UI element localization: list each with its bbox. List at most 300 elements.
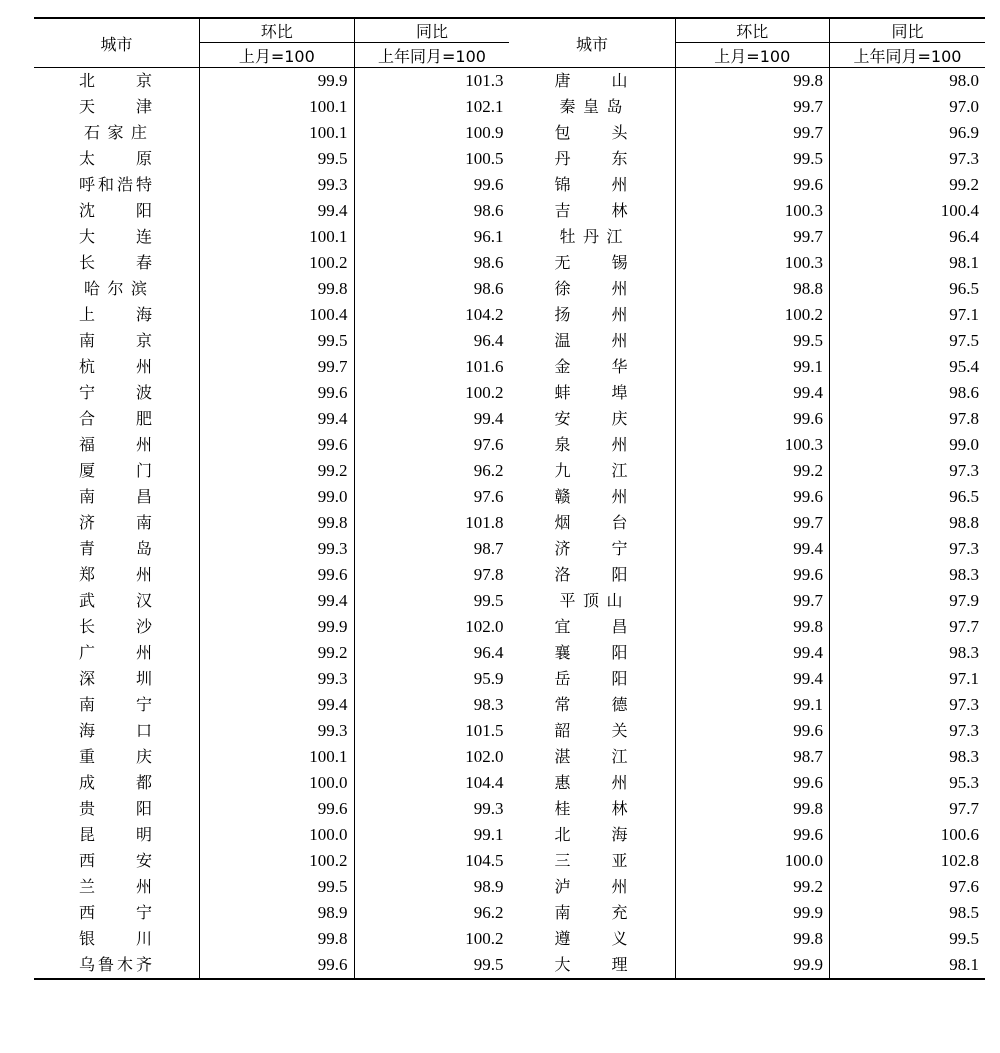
city-name-cell xyxy=(34,224,200,250)
city-name xyxy=(79,276,152,302)
mom-value-cell: 99.4 xyxy=(200,198,354,224)
table-row xyxy=(34,926,985,952)
city-name-char: 成 xyxy=(79,773,96,792)
city-name-char: 门 xyxy=(136,461,153,480)
city-name-char: 庆 xyxy=(136,747,153,766)
city-name-cell xyxy=(34,900,200,926)
city-name-cell xyxy=(34,796,200,822)
yoy-value-cell: 97.7 xyxy=(949,799,979,818)
yoy-value-cell: 104.2 xyxy=(465,305,504,324)
yoy-value-cell: 96.4 xyxy=(473,331,504,350)
city-name-cell xyxy=(34,276,200,302)
city-name-char: 桂 xyxy=(554,799,571,818)
yoy-value-cell: 96.4 xyxy=(473,643,504,662)
city-name xyxy=(79,198,152,224)
mom-value-cell: 99.6 xyxy=(675,172,829,198)
city-name xyxy=(554,692,627,718)
city-name-char: 木 xyxy=(117,955,134,974)
city-name-char: 锦 xyxy=(554,175,571,194)
city-name-char: 州 xyxy=(136,877,153,896)
city-name-cell xyxy=(34,692,200,718)
yoy-value-cell: 99.2 xyxy=(949,175,979,194)
mom-value-cell: 100.2 xyxy=(200,250,354,276)
city-name-cell xyxy=(509,302,675,328)
city-name-char: 长 xyxy=(79,253,96,272)
city-name-char: 宁 xyxy=(136,903,153,922)
yoy-value-cell: 102.1 xyxy=(465,97,504,116)
mom-value-cell: 99.6 xyxy=(675,562,829,588)
yoy-value-cell: 98.6 xyxy=(473,279,504,298)
city-name-char: 庄 xyxy=(131,123,148,142)
mom-value-cell: 99.7 xyxy=(675,510,829,536)
city-name-char: 庆 xyxy=(611,409,628,428)
yoy-value-cell: 100.2 xyxy=(465,383,504,402)
city-name-char: 浩 xyxy=(117,175,134,194)
mom-base-header: 上月=100 xyxy=(200,43,354,68)
table-row xyxy=(34,510,985,536)
city-name-char: 锡 xyxy=(611,253,628,272)
mom-value-cell: 100.1 xyxy=(200,94,354,120)
city-name-char: 秦 xyxy=(559,97,576,116)
city-name-char: 青 xyxy=(79,539,96,558)
city-name-char: 平 xyxy=(559,591,576,610)
mom-value-cell: 99.5 xyxy=(675,146,829,172)
city-name-char: 和 xyxy=(98,175,115,194)
city-name xyxy=(79,250,152,276)
city-name xyxy=(79,874,152,900)
city-name xyxy=(554,536,627,562)
city-name-cell xyxy=(34,536,200,562)
table-row xyxy=(34,458,985,484)
city-name-char: 德 xyxy=(611,695,628,714)
mom-value-cell: 100.3 xyxy=(675,432,829,458)
city-name-cell xyxy=(509,640,675,666)
yoy-value-cell: 98.1 xyxy=(949,253,979,272)
city-name-char: 泸 xyxy=(554,877,571,896)
yoy-value-cell: 100.9 xyxy=(465,123,504,142)
city-name-char: 西 xyxy=(79,851,96,870)
table-row xyxy=(34,276,985,302)
yoy-value-cell: 102.0 xyxy=(465,617,504,636)
mom-value-cell: 99.6 xyxy=(675,406,829,432)
table-row xyxy=(34,588,985,614)
city-name-char: 遵 xyxy=(554,929,571,948)
mom-value-cell: 100.0 xyxy=(200,770,354,796)
city-name-cell xyxy=(34,874,200,900)
city-name-char: 郑 xyxy=(79,565,96,584)
city-name-char: 湛 xyxy=(554,747,571,766)
city-name xyxy=(554,146,627,172)
table-row xyxy=(34,692,985,718)
city-name-char: 上 xyxy=(79,305,96,324)
mom-value-cell: 99.7 xyxy=(200,354,354,380)
city-name-cell xyxy=(34,172,200,198)
city-name-cell xyxy=(509,484,675,510)
table-header xyxy=(34,18,985,68)
mom-value-cell: 99.6 xyxy=(675,484,829,510)
city-name-char: 江 xyxy=(606,227,623,246)
city-name-cell xyxy=(34,562,200,588)
city-name-cell xyxy=(34,718,200,744)
city-name-char: 州 xyxy=(611,877,628,896)
yoy-value-cell: 96.1 xyxy=(473,227,504,246)
city-name-char: 山 xyxy=(611,71,628,90)
city-name xyxy=(554,68,627,94)
mom-value-cell: 99.4 xyxy=(200,692,354,718)
city-name-char: 波 xyxy=(136,383,153,402)
city-name-cell xyxy=(34,406,200,432)
city-name xyxy=(79,822,152,848)
city-name-char: 尔 xyxy=(107,279,124,298)
table-row xyxy=(34,614,985,640)
city-name-char: 关 xyxy=(611,721,628,740)
city-name xyxy=(554,120,627,146)
city-name-char: 深 xyxy=(79,669,96,688)
city-name-char: 乌 xyxy=(79,955,96,974)
city-name xyxy=(79,536,152,562)
yoy-value-cell: 99.5 xyxy=(354,952,509,979)
mom-value-cell: 99.4 xyxy=(200,406,354,432)
city-name xyxy=(79,172,152,198)
city-name-cell xyxy=(509,68,675,95)
city-name xyxy=(554,172,627,198)
yoy-value-cell: 104.4 xyxy=(465,773,504,792)
mom-value-cell: 100.0 xyxy=(200,822,354,848)
city-name-char: 安 xyxy=(136,851,153,870)
table-row xyxy=(34,68,985,95)
yoy-value-cell: 96.5 xyxy=(949,279,979,298)
city-name xyxy=(79,640,152,666)
mom-value-cell: 99.2 xyxy=(200,458,354,484)
city-name-cell xyxy=(509,328,675,354)
yoy-value-cell: 97.3 xyxy=(949,149,979,168)
mom-value-cell: 99.2 xyxy=(675,874,829,900)
yoy-value-cell: 99.4 xyxy=(473,409,504,428)
yoy-value-cell: 97.9 xyxy=(949,591,979,610)
mom-column-header: 环比 xyxy=(200,18,354,43)
city-name xyxy=(79,796,152,822)
city-name-cell xyxy=(509,198,675,224)
city-name xyxy=(554,718,627,744)
city-name-char: 充 xyxy=(611,903,628,922)
yoy-value-cell: 99.5 xyxy=(949,929,979,948)
city-name-cell xyxy=(34,640,200,666)
table-row xyxy=(34,796,985,822)
city-name xyxy=(554,666,627,692)
mom-value-cell: 99.6 xyxy=(675,822,829,848)
city-name xyxy=(79,900,152,926)
city-name xyxy=(79,744,152,770)
city-name-char: 宜 xyxy=(554,617,571,636)
city-name xyxy=(554,250,627,276)
city-name-cell xyxy=(509,510,675,536)
city-name-char: 温 xyxy=(554,331,571,350)
mom-value-cell: 99.6 xyxy=(200,796,354,822)
yoy-value-cell: 99.6 xyxy=(473,175,504,194)
city-name-char: 岳 xyxy=(554,669,571,688)
mom-value-cell: 99.9 xyxy=(675,900,829,926)
city-name-char: 南 xyxy=(79,487,96,506)
yoy-value-cell: 100.5 xyxy=(465,149,504,168)
city-name-cell xyxy=(34,198,200,224)
table-row xyxy=(34,94,985,120)
city-name-cell xyxy=(509,146,675,172)
mom-value-cell: 100.0 xyxy=(675,848,829,874)
city-name-cell xyxy=(509,354,675,380)
city-name xyxy=(79,94,152,120)
yoy-value-cell: 100.2 xyxy=(465,929,504,948)
mom-value-cell: 98.9 xyxy=(200,900,354,926)
yoy-value-cell: 98.5 xyxy=(949,903,979,922)
yoy-value-cell: 95.4 xyxy=(949,357,979,376)
mom-value-cell: 99.8 xyxy=(200,926,354,952)
city-name xyxy=(79,380,152,406)
city-name xyxy=(79,562,152,588)
yoy-value-cell: 97.8 xyxy=(949,409,979,428)
city-name-char: 阳 xyxy=(136,799,153,818)
city-name-cell xyxy=(509,744,675,770)
mom-value-cell: 99.4 xyxy=(675,666,829,692)
city-name xyxy=(79,354,152,380)
city-name-char: 贵 xyxy=(79,799,96,818)
city-name xyxy=(79,68,152,94)
city-name-cell xyxy=(509,900,675,926)
city-name-cell xyxy=(509,848,675,874)
city-name xyxy=(554,952,627,978)
yoy-value-cell: 97.3 xyxy=(949,695,979,714)
city-name xyxy=(554,458,627,484)
city-name xyxy=(79,718,152,744)
mom-value-cell: 100.2 xyxy=(200,848,354,874)
city-name-char: 州 xyxy=(136,435,153,454)
city-name-cell xyxy=(34,510,200,536)
city-name-cell xyxy=(509,276,675,302)
city-name-char: 汉 xyxy=(136,591,153,610)
table-row xyxy=(34,354,985,380)
city-name-char: 宁 xyxy=(79,383,96,402)
yoy-value-cell: 95.9 xyxy=(473,669,504,688)
city-name-cell xyxy=(509,614,675,640)
city-name-char: 哈 xyxy=(84,279,101,298)
city-name xyxy=(554,94,627,120)
table-row xyxy=(34,198,985,224)
city-name-char: 理 xyxy=(611,955,628,974)
city-name xyxy=(554,796,627,822)
yoy-value-cell: 100.6 xyxy=(940,825,979,844)
city-name xyxy=(554,822,627,848)
price-index-table xyxy=(34,17,985,980)
yoy-value-cell: 98.3 xyxy=(473,695,504,714)
yoy-value-cell: 97.3 xyxy=(949,539,979,558)
city-name-char: 大 xyxy=(79,227,96,246)
city-name-cell xyxy=(34,614,200,640)
yoy-value-cell: 96.5 xyxy=(949,487,979,506)
city-name-char: 江 xyxy=(611,747,628,766)
table-row xyxy=(34,822,985,848)
city-name-cell xyxy=(34,822,200,848)
city-name-cell xyxy=(34,146,200,172)
city-name-char: 顶 xyxy=(583,591,600,610)
yoy-value-cell: 101.5 xyxy=(465,721,504,740)
city-name-char: 九 xyxy=(554,461,571,480)
yoy-value-cell: 97.3 xyxy=(949,721,979,740)
city-name xyxy=(79,484,152,510)
yoy-value-cell: 97.3 xyxy=(949,461,979,480)
city-name-char: 京 xyxy=(136,71,153,90)
city-name-cell xyxy=(34,302,200,328)
city-name xyxy=(79,614,152,640)
city-name-cell xyxy=(509,926,675,952)
yoy-value-cell: 98.7 xyxy=(473,539,504,558)
mom-value-cell: 98.7 xyxy=(675,744,829,770)
city-name-cell xyxy=(34,94,200,120)
city-name-char: 韶 xyxy=(554,721,571,740)
yoy-value-cell: 98.6 xyxy=(949,383,979,402)
city-name-char: 林 xyxy=(611,201,628,220)
yoy-value-cell: 97.6 xyxy=(473,435,504,454)
yoy-value-cell: 97.5 xyxy=(949,331,979,350)
city-name xyxy=(554,848,627,874)
yoy-column-header: 同比 xyxy=(830,18,986,43)
mom-value-cell: 99.8 xyxy=(675,614,829,640)
table-row xyxy=(34,432,985,458)
yoy-column-header: 同比 xyxy=(354,18,509,43)
city-name xyxy=(79,302,152,328)
city-name-char: 滨 xyxy=(131,279,148,298)
city-name-char: 烟 xyxy=(554,513,571,532)
yoy-value-cell: 95.3 xyxy=(949,773,979,792)
table-row xyxy=(34,172,985,198)
mom-value-cell: 100.1 xyxy=(200,120,354,146)
city-name-char: 东 xyxy=(611,149,628,168)
city-name-char: 海 xyxy=(611,825,628,844)
city-name-char: 丹 xyxy=(583,227,600,246)
city-name-cell xyxy=(34,250,200,276)
city-name xyxy=(554,588,627,614)
table-row xyxy=(34,224,985,250)
city-name-char: 原 xyxy=(136,149,153,168)
city-name-char: 兰 xyxy=(79,877,96,896)
yoy-base-header: 上年同月=100 xyxy=(378,46,486,66)
city-name-char: 安 xyxy=(554,409,571,428)
table-row xyxy=(34,640,985,666)
city-name-cell xyxy=(509,952,675,979)
mom-value-cell: 100.4 xyxy=(200,302,354,328)
city-name xyxy=(554,510,627,536)
city-name xyxy=(554,328,627,354)
city-name-char: 丹 xyxy=(554,149,571,168)
city-name-char: 蚌 xyxy=(554,383,571,402)
city-name-cell xyxy=(509,822,675,848)
table-row xyxy=(34,874,985,900)
table-row xyxy=(34,900,985,926)
yoy-value-cell: 99.5 xyxy=(473,591,504,610)
city-name-char: 南 xyxy=(79,331,96,350)
yoy-value-cell: 96.4 xyxy=(949,227,979,246)
city-name-cell xyxy=(509,224,675,250)
city-name-char: 唐 xyxy=(554,71,571,90)
city-name-char: 阳 xyxy=(136,201,153,220)
city-name-char: 州 xyxy=(611,305,628,324)
city-name-char: 州 xyxy=(611,279,628,298)
city-name-char: 州 xyxy=(136,565,153,584)
city-name xyxy=(79,926,152,952)
table-row xyxy=(34,536,985,562)
city-name xyxy=(79,458,152,484)
table-row xyxy=(34,146,985,172)
mom-value-cell: 99.5 xyxy=(200,146,354,172)
city-name-char: 常 xyxy=(554,695,571,714)
city-name-char: 北 xyxy=(79,71,96,90)
city-name-cell xyxy=(34,770,200,796)
city-name-char: 江 xyxy=(611,461,628,480)
city-name-char: 福 xyxy=(79,435,96,454)
yoy-value-cell: 102.0 xyxy=(465,747,504,766)
city-name-cell xyxy=(509,432,675,458)
yoy-value-cell: 96.9 xyxy=(949,123,979,142)
city-name-cell xyxy=(34,120,200,146)
table-body xyxy=(34,68,985,980)
city-name-char: 昌 xyxy=(611,617,628,636)
city-name-char: 杭 xyxy=(79,357,96,376)
table-row xyxy=(34,328,985,354)
yoy-base-header: 上年同月=100 xyxy=(853,46,962,66)
city-name-cell xyxy=(509,588,675,614)
mom-value-cell: 99.8 xyxy=(675,796,829,822)
mom-value-cell: 99.9 xyxy=(200,68,354,95)
city-name-cell xyxy=(509,536,675,562)
city-name xyxy=(79,432,152,458)
city-name-char: 州 xyxy=(611,331,628,350)
mom-value-cell: 99.8 xyxy=(675,68,829,95)
city-name-char: 洛 xyxy=(554,565,571,584)
city-name xyxy=(79,588,152,614)
city-name-cell xyxy=(34,354,200,380)
city-name-cell xyxy=(34,484,200,510)
city-name-char: 肥 xyxy=(136,409,153,428)
table-row xyxy=(34,770,985,796)
city-name xyxy=(79,146,152,172)
city-name-char: 州 xyxy=(611,175,628,194)
city-name-char: 沙 xyxy=(136,617,153,636)
city-name-char: 金 xyxy=(554,357,571,376)
mom-value-cell: 100.3 xyxy=(675,198,829,224)
mom-value-cell: 99.4 xyxy=(200,588,354,614)
city-name xyxy=(554,874,627,900)
city-name-cell xyxy=(509,770,675,796)
city-name-char: 呼 xyxy=(79,175,96,194)
city-name-char: 昆 xyxy=(79,825,96,844)
city-name-char: 石 xyxy=(84,123,101,142)
table-row xyxy=(34,666,985,692)
city-name-cell xyxy=(509,94,675,120)
city-name xyxy=(554,744,627,770)
city-name xyxy=(79,666,152,692)
city-name xyxy=(554,406,627,432)
city-name-cell xyxy=(34,666,200,692)
city-name-char: 都 xyxy=(136,773,153,792)
city-name-char: 吉 xyxy=(554,201,571,220)
city-name-char: 州 xyxy=(136,357,153,376)
city-name-char: 南 xyxy=(79,695,96,714)
mom-value-cell: 99.9 xyxy=(675,952,829,979)
yoy-value-cell: 101.8 xyxy=(465,513,504,532)
city-name-char: 三 xyxy=(554,851,571,870)
city-name-char: 林 xyxy=(611,799,628,818)
city-name-char: 徐 xyxy=(554,279,571,298)
city-name-char: 泉 xyxy=(554,435,571,454)
city-name-cell xyxy=(509,718,675,744)
